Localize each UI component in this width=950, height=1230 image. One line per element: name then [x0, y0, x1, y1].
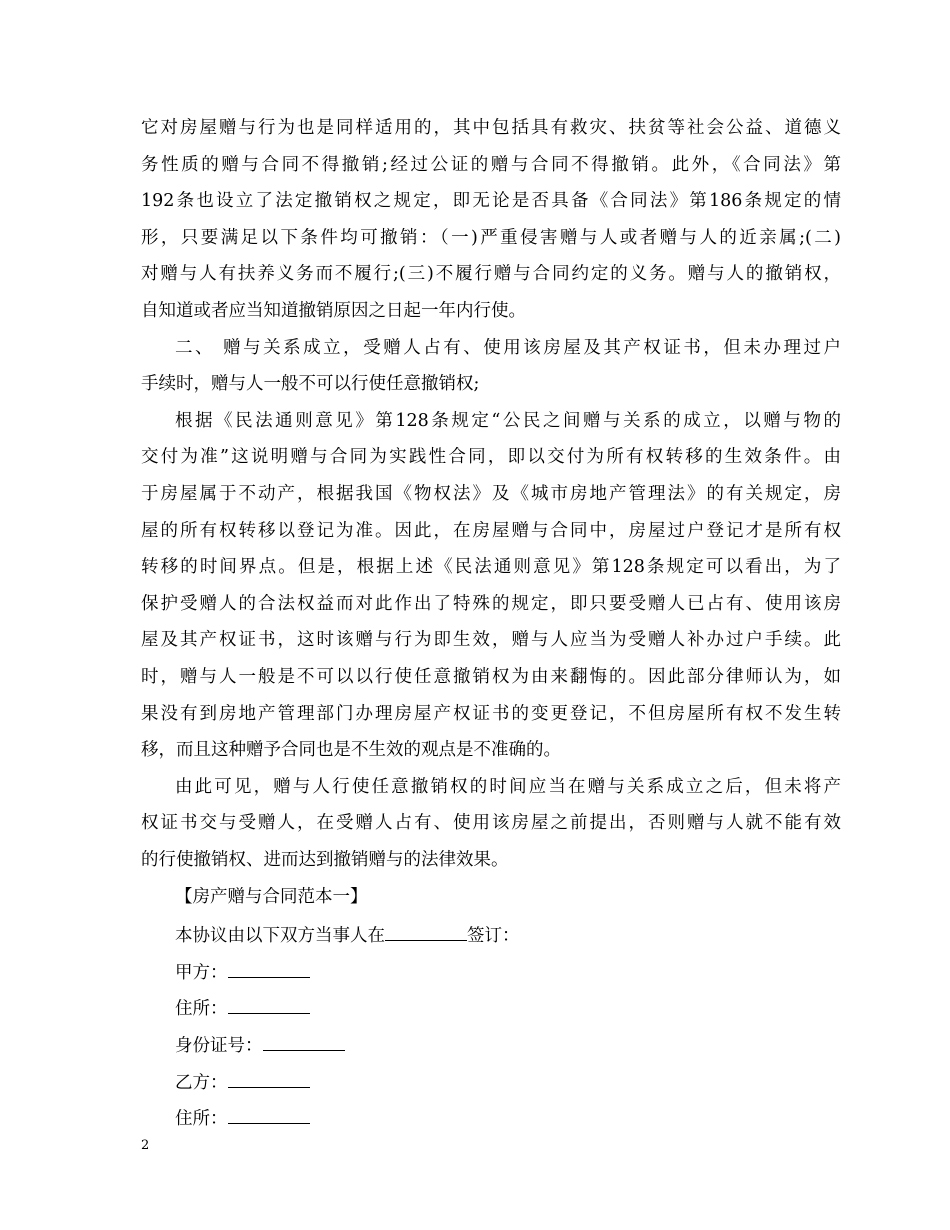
paragraph-line: 它对房屋赠与行为也是同样适用的，其中包括具有救灾、扶贫等社会公益、道德义 [141, 118, 841, 138]
agreement-intro-end: 签订： [467, 926, 520, 947]
agreement-intro-text: 本协议由以下双方当事人在 [175, 926, 385, 947]
agreement-intro [175, 922, 520, 947]
party-a-label: 甲方： [175, 962, 228, 983]
paragraph-line: 交付为准”这说明赠与合同为实践性合同，即以交付为所有权转移的生效条件。由 [141, 447, 841, 468]
paragraph-line: 务性质的赠与合同不得撤销;经过公证的赠与合同不得撤销。此外，《合同法》第 [141, 154, 841, 175]
id-number-field [175, 1032, 345, 1057]
paragraph-line: 由此可见，赠与人行使任意撤销权的时间应当在赠与关系成立之后，但未将产 [175, 776, 841, 797]
paragraph-line: 形，只要满足以下条件均可撤销：（一)严重侵害赠与人或者赠与人的近亲属;(二) [141, 227, 841, 248]
paragraph-line: 转移的时间界点。但是，根据上述《民法通则意见》第128条规定可以看出，为了 [141, 557, 841, 578]
party-b-blank [228, 1069, 310, 1088]
paragraph-line: 的行使撤销权、进而达到撤销赠与的法律效果。 [141, 850, 509, 870]
paragraph-line: 屋的所有权转移以登记为准。因此，在房屋赠与合同中，房屋过户登记才是所有权 [141, 520, 841, 541]
section-heading: 【房产赠与合同范本一】 [175, 886, 368, 907]
party-a-blank [228, 959, 310, 978]
paragraph-line: 自知道或者应当知道撤销原因之日起一年内行使。 [141, 301, 526, 321]
party-b-field [175, 1069, 310, 1094]
party-a-field [175, 959, 310, 984]
paragraph-line: 果没有到房地产管理部门办理房屋产权证书的变更登记，不但房屋所有权不发生转 [141, 703, 841, 724]
address-field [175, 995, 310, 1020]
paragraph-line: 屋及其产权证书，这时该赠与行为即生效，赠与人应当为受赠人补办过户手续。此 [141, 630, 841, 651]
address-field-2 [175, 1105, 310, 1130]
paragraph-line: 二、 赠与关系成立，受赠人占有、使用该房屋及其产权证书，但未办理过户 [175, 337, 841, 358]
party-b-label: 乙方： [175, 1072, 228, 1093]
address-label: 住所： [175, 999, 228, 1020]
page-number: 2 [141, 1138, 150, 1153]
paragraph-line: 手续时，赠与人一般不可以行使任意撤销权; [141, 374, 480, 395]
id-number-label: 身份证号： [175, 1036, 263, 1056]
paragraph-line: 权证书交与受赠人，在受赠人占有、使用该房屋之前提出，否则赠与人就不能有效 [141, 813, 841, 834]
paragraph-line: 移，而且这种赠予合同也是不生效的观点是不准确的。 [141, 740, 561, 761]
address-label-2: 住所： [175, 1109, 228, 1130]
address-blank [228, 995, 310, 1014]
paragraph-line: 时，赠与人一般是不可以以行使任意撤销权为由来翻悔的。因此部分律师认为，如 [141, 667, 841, 687]
id-number-blank [263, 1032, 345, 1051]
paragraph-line: 保护受赠人的合法权益而对此作出了特殊的规定，即只要受赠人已占有、使用该房 [141, 593, 841, 614]
paragraph-line: 根据《民法通则意见》第128条规定“公民之间赠与关系的成立，以赠与物的 [175, 410, 841, 431]
paragraph-line: 于房屋属于不动产，根据我国《物权法》及《城市房地产管理法》的有关规定，房 [141, 484, 841, 504]
paragraph-line: 192条也设立了法定撤销权之规定，即无论是否具备《合同法》第186条规定的情 [141, 191, 841, 212]
signing-place-blank [385, 922, 467, 941]
address-blank-2 [228, 1105, 310, 1124]
paragraph-line: 对赠与人有扶养义务而不履行;(三)不履行赠与合同约定的义务。赠与人的撤销权， [141, 264, 841, 285]
